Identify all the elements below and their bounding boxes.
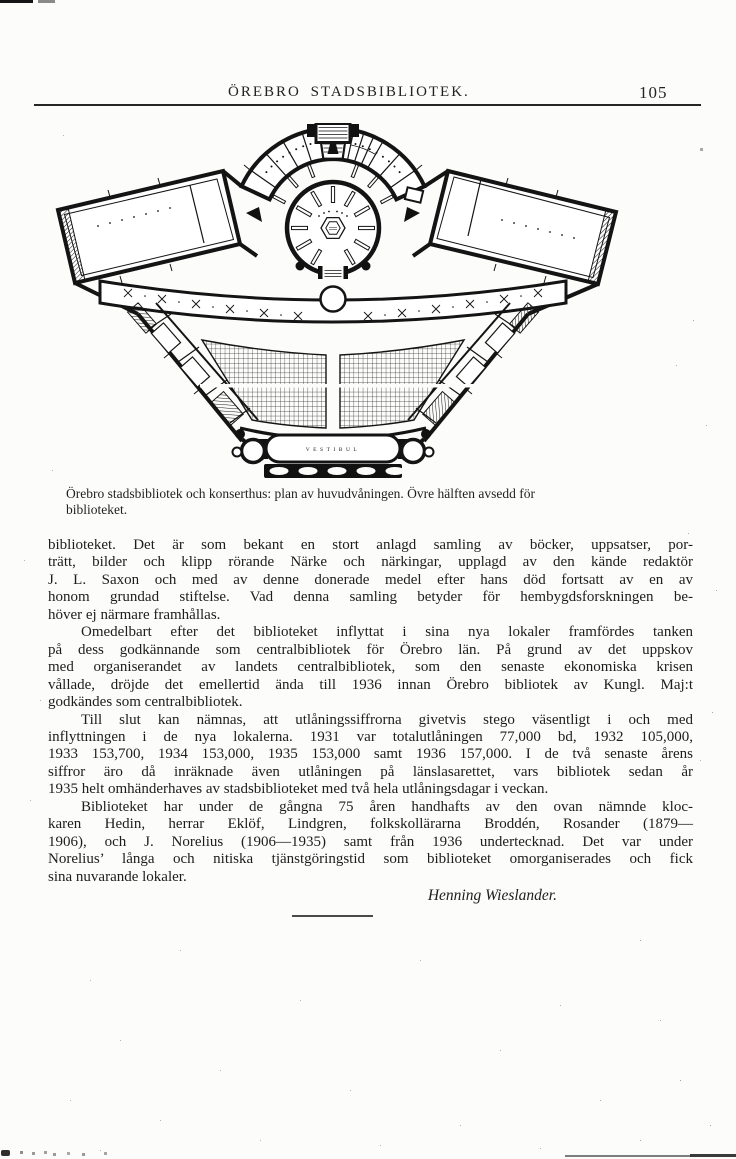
text-line: Biblioteket har under de gångna 75 åren handhafts av den ovan nämnde kloc- <box>81 798 693 815</box>
text-line: 1935 helt omhänderhaves av stadsbiblioteket med två hela utlåningsdagar i veckan. <box>48 781 549 798</box>
text-line: med organiserandet av landets centralbibliotek, som den senaste ekonomiska krisen <box>48 659 693 676</box>
section-end-rule <box>292 915 373 917</box>
caption-line: biblioteket. <box>66 501 128 517</box>
text-line: trätt, bilder och klipp rörande Närke och närkingar, upplagd av den kände redaktör <box>48 554 693 571</box>
central-stair-drum <box>321 287 346 312</box>
text-line: Omedelbart efter det biblioteket inflyttat i sina nya lokaler framfördes tanken <box>81 624 693 641</box>
promenade-band <box>100 281 566 322</box>
central-desk-hexagon <box>321 218 345 239</box>
scan-edge-strip <box>0 0 33 3</box>
text-line: godkändes som centralbibliotek. <box>48 694 243 711</box>
scan-edge-line-dark <box>690 1154 736 1157</box>
body-text <box>48 537 693 905</box>
vestibule <box>233 435 434 478</box>
text-line: vållade, dröjde det emellertid ända till 1936 innan Örebro bibliotek av Kungl. Maj:t <box>48 676 693 693</box>
text-line: Till slut kan nämnas, att utlåningssiffrorna givetvis stego väsentligt i och med <box>81 711 693 728</box>
text-line: 1906), och J. Norelius (1906—1935) samt från 1936 undertecknad. Det var under <box>48 833 693 850</box>
rotunda <box>287 182 379 279</box>
scan-smudge <box>1 1150 10 1156</box>
header-rule <box>34 104 701 106</box>
text-line: på dess godkännande som centralbibliotek för Örebro län. På grund av det uppskov <box>48 641 693 658</box>
running-header-title: ÖREBRO STADSBIBLIOTEK. <box>228 84 470 100</box>
text-line: höver ej närmare framhållas. <box>48 606 221 623</box>
text-line: sina nuvarande lokaler. <box>48 868 187 885</box>
page-number: 105 <box>639 83 668 102</box>
text-line: inflyttningen i de nya lokalerna. 1931 var totalutlåningen 77,000 bd, 1932 105,000, <box>48 728 693 745</box>
left-wing-reading-room <box>58 171 240 283</box>
scan-edge-strip-gray <box>38 0 55 3</box>
author-signature: Henning Wieslander. <box>427 887 557 905</box>
scan-noise-specks <box>0 0 1 1</box>
text-line: biblioteket. Det är som bekant en stort anlagd samling av böcker, uppsatser, por- <box>48 537 693 553</box>
paragraph-3 <box>48 712 693 799</box>
text-line: siffror äro då inräknade även utlåningen på länslasarettet, vars bibliotek sedan år <box>48 763 693 780</box>
text-line: karen Hedin, herrar Eklöf, Lindgren, folkskollärarna Broddén, Rosander (1879— <box>48 816 693 833</box>
scan-marks <box>20 1151 23 1154</box>
text-line: Norelius’ långa och nitiska tjänstgöringstid som biblioteket omorganiserades och fick <box>48 851 693 868</box>
right-wing-reading-room <box>405 171 616 284</box>
text-line: honom grundad stiftelse. Vad denna samling betyder för hembygdsforskningen be- <box>48 589 693 606</box>
vestibule-label: VESTIBUL <box>305 447 361 453</box>
figure-caption <box>66 486 670 517</box>
text-line: J. L. Saxon och med av denne donerade medel efter hans död fortsatt av en av <box>48 571 693 588</box>
caption-line: Örebro stadsbibliotek och konserthus: plan av huvudvåningen. Övre hälften avsedd för <box>66 486 536 501</box>
paragraph-1 <box>48 537 693 624</box>
auditorium-seating <box>200 340 536 428</box>
floor-plan-figure <box>50 123 688 483</box>
paragraph-2 <box>48 624 693 711</box>
paragraph-4 <box>48 799 693 886</box>
text-line: 1933 153,700, 1934 153,000, 1935 153,000 samt 1936 157,000. I de två senaste årens <box>48 746 693 763</box>
entrance-colonnade <box>264 464 405 478</box>
